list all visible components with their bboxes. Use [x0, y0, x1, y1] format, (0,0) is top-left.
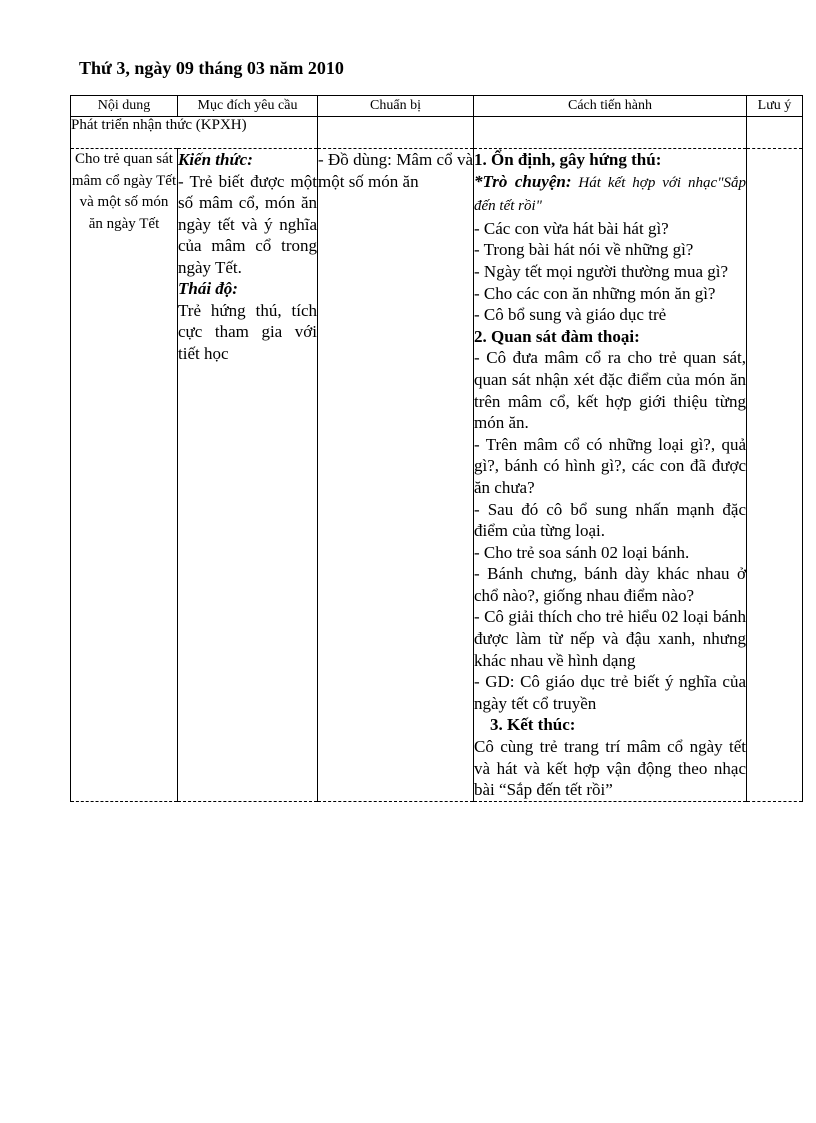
- step2-title: 2. Quan sát đàm thoại:: [474, 326, 640, 346]
- step1-sub-text: Hát kết hợp với nhạc"Sắp đến tết rồi": [474, 174, 746, 215]
- header-notes: Lưu ý: [747, 96, 803, 117]
- header-objectives: Mục đích yêu cầu: [178, 96, 318, 117]
- procedure-cell: [474, 149, 747, 802]
- step1-subheading: [474, 171, 746, 218]
- step1-line: - Các con vừa hát bài hát gì?: [474, 218, 669, 238]
- subject-empty-cell: [474, 117, 747, 149]
- content-row: [71, 149, 803, 802]
- step2-line: - Trên mâm cổ có những loại gì?, quả gì?, bánh có hình gì?, các con đã được ăn chưa?: [474, 434, 746, 497]
- preparation-cell: [318, 149, 474, 802]
- knowledge-text: - Trẻ biết được một số mâm cổ, món ăn ngày tết và ý nghĩa của mâm cổ trong ngày Tết.: [178, 171, 317, 277]
- content-topic: Cho trẻ quan sát mâm cổ ngày Tết và một số món ăn ngày Tết: [71, 151, 177, 232]
- step1-sub-label: *Trò chuyện:: [474, 171, 572, 191]
- table-header-row: [71, 96, 803, 117]
- step1-title: 1. Ổn định, gây hứng thú:: [474, 150, 662, 169]
- step3-text: Cô cùng trẻ trang trí mâm cổ ngày tết và hát và kết hợp vận động theo nhạc bài “Sắp đến tết rồi”: [474, 737, 746, 800]
- notes-cell: [747, 149, 803, 802]
- step2-line: - Cô đưa mâm cổ ra cho trẻ quan sát, quan sát nhận xét đặc điểm của món ăn trên mâm cổ, kết hợp giới thiệu từng món ăn.: [474, 348, 746, 433]
- subject-empty-cell: [318, 117, 474, 149]
- attitude-title: Thái độ:: [178, 279, 238, 298]
- step1-line: - Ngày tết mọi người thường mua gì?: [474, 261, 729, 281]
- step2-line: - Cho trẻ soa sánh 02 loại bánh.: [474, 542, 690, 562]
- header-procedure: Cách tiến hành: [474, 96, 747, 117]
- knowledge-title: Kiến thức:: [178, 150, 253, 169]
- subject-cell: Phát triển nhận thức (KPXH): [71, 117, 318, 149]
- content-topic-cell: [71, 149, 178, 802]
- header-preparation: Chuẩn bị: [318, 96, 474, 117]
- lesson-plan-table: [70, 95, 803, 802]
- attitude-text: Trẻ hứng thú, tích cực tham gia với tiết học: [178, 300, 317, 363]
- step3-title: 3. Kết thúc:: [490, 715, 576, 735]
- header-content: Nội dung: [71, 96, 178, 117]
- step2-line: - Sau đó cô bổ sung nhấn mạnh đặc điểm của từng loại.: [474, 499, 746, 541]
- step2-line: - Bánh chưng, bánh dày khác nhau ở chổ nào?, giống nhau điểm nào?: [474, 564, 746, 605]
- preparation-text: - Đồ dùng: Mâm cổ và một số món ăn: [318, 150, 473, 191]
- step2-line: - GD: Cô giáo dục trẻ biết ý nghĩa của ngày tết cổ truyền: [474, 672, 746, 713]
- step2-line: - Cô giải thích cho trẻ hiểu 02 loại bánh được làm từ nếp và đậu xanh, nhưng khác nhau về hình dạng: [474, 607, 746, 670]
- step1-line: - Trong bài hát nói về những gì?: [474, 240, 694, 260]
- step1-line: - Cho các con ăn những món ăn gì?: [474, 283, 716, 303]
- objectives-cell: [178, 149, 318, 802]
- subject-empty-cell: [747, 117, 803, 149]
- step1-line: - Cô bổ sung và giáo dục trẻ: [474, 305, 667, 325]
- date-heading: Thứ 3, ngày 09 tháng 03 năm 2010: [79, 58, 344, 78]
- subject-row: [71, 117, 803, 149]
